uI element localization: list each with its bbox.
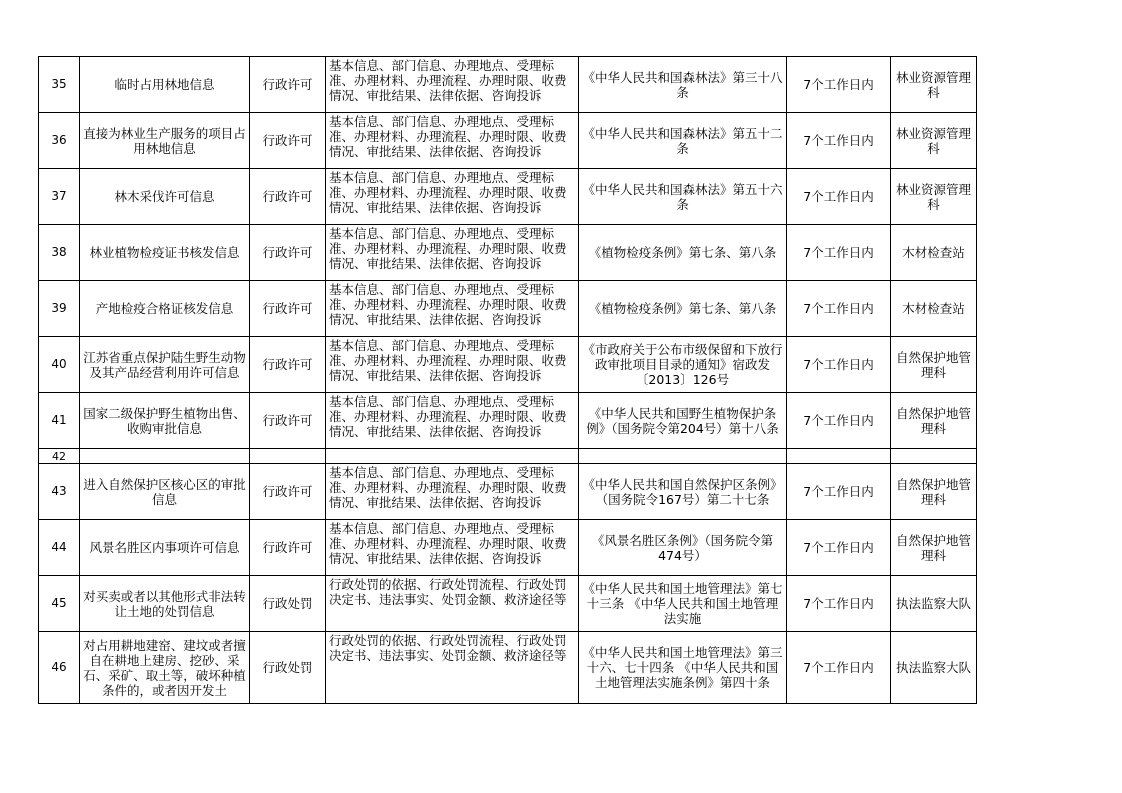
disclosed-content-cell bbox=[326, 393, 579, 449]
legal-basis-cell bbox=[579, 225, 787, 281]
category: 行政许可 bbox=[262, 413, 313, 428]
time-limit-cell bbox=[787, 576, 891, 632]
row-number-cell bbox=[39, 225, 80, 281]
disclosed-content: 基本信息、部门信息、办理地点、受理标准、办理材料、办理流程、办理时限、收费情况、审批结果、法律依据、咨询投诉 bbox=[329, 114, 567, 159]
category-cell bbox=[250, 169, 326, 225]
row-number: 37 bbox=[51, 189, 67, 203]
disclosed-content-cell bbox=[326, 520, 579, 576]
disclosed-content-cell bbox=[326, 632, 579, 704]
category-cell bbox=[250, 520, 326, 576]
time-limit: 7个工作日内 bbox=[803, 133, 874, 148]
responsible-department: 执法监察大队 bbox=[895, 660, 971, 675]
responsible-department: 执法监察大队 bbox=[895, 596, 971, 611]
responsible-department-cell bbox=[891, 169, 977, 225]
legal-basis: 《植物检疫条例》第七条、第八条 bbox=[588, 245, 777, 260]
item-name: 直接为林业生产服务的项目占用林地信息 bbox=[83, 125, 246, 156]
disclosed-content-cell bbox=[326, 464, 579, 520]
category-cell bbox=[250, 449, 326, 464]
table-row bbox=[39, 337, 977, 393]
category-cell bbox=[250, 113, 326, 169]
row-number-cell bbox=[39, 169, 80, 225]
row-number-cell bbox=[39, 393, 80, 449]
row-number: 35 bbox=[51, 77, 67, 91]
legal-basis-cell bbox=[579, 57, 787, 113]
item-name: 进入自然保护区核心区的审批信息 bbox=[83, 476, 246, 507]
disclosed-content-cell bbox=[326, 113, 579, 169]
records-table bbox=[38, 56, 977, 704]
item-name: 风景名胜区内事项许可信息 bbox=[89, 540, 240, 555]
table-body bbox=[39, 57, 977, 704]
disclosed-content-cell bbox=[326, 576, 579, 632]
time-limit-cell bbox=[787, 225, 891, 281]
row-number-cell bbox=[39, 113, 80, 169]
responsible-department-cell bbox=[891, 113, 977, 169]
row-number: 41 bbox=[51, 413, 67, 427]
disclosed-content: 基本信息、部门信息、办理地点、受理标准、办理材料、办理流程、办理时限、收费情况、审批结果、法律依据、咨询投诉 bbox=[329, 338, 567, 383]
row-number-cell bbox=[39, 449, 80, 464]
legal-basis: 《中华人民共和国森林法》第三十八条 bbox=[582, 69, 783, 100]
disclosed-content: 基本信息、部门信息、办理地点、受理标准、办理材料、办理流程、办理时限、收费情况、审批结果、法律依据、咨询投诉 bbox=[329, 465, 567, 510]
row-number-cell bbox=[39, 576, 80, 632]
time-limit: 7个工作日内 bbox=[803, 596, 874, 611]
disclosed-content: 行政处罚的依据、行政处罚流程、行政处罚决定书、违法事实、处罚金额、救济途径等 bbox=[329, 577, 567, 607]
time-limit: 7个工作日内 bbox=[803, 660, 874, 675]
time-limit-cell bbox=[787, 464, 891, 520]
time-limit: 7个工作日内 bbox=[803, 413, 874, 428]
category: 行政处罚 bbox=[262, 660, 313, 675]
responsible-department-cell bbox=[891, 337, 977, 393]
item-name-cell bbox=[80, 225, 250, 281]
responsible-department-cell bbox=[891, 632, 977, 704]
time-limit: 7个工作日内 bbox=[803, 540, 874, 555]
responsible-department-cell bbox=[891, 449, 977, 464]
legal-basis: 《中华人民共和国森林法》第五十二条 bbox=[582, 125, 783, 156]
item-name-cell bbox=[80, 113, 250, 169]
legal-basis: 《中华人民共和国野生植物保护条例》（国务院令第204号）第十八条 bbox=[586, 405, 779, 436]
disclosed-content-cell bbox=[326, 169, 579, 225]
table-row bbox=[39, 281, 977, 337]
disclosed-content: 行政处罚的依据、行政处罚流程、行政处罚决定书、违法事实、处罚金额、救济途径等 bbox=[329, 633, 567, 663]
responsible-department-cell bbox=[891, 281, 977, 337]
item-name: 林木采伐许可信息 bbox=[114, 189, 215, 204]
category: 行政许可 bbox=[262, 540, 313, 555]
item-name-cell bbox=[80, 281, 250, 337]
legal-basis: 《市政府关于公布市级保留和下放行政审批项目目录的通知》宿政发〔2013〕126号 bbox=[582, 342, 783, 387]
time-limit-cell bbox=[787, 113, 891, 169]
category: 行政许可 bbox=[262, 245, 313, 260]
responsible-department-cell bbox=[891, 393, 977, 449]
legal-basis-cell bbox=[579, 337, 787, 393]
responsible-department: 木材检查站 bbox=[902, 301, 965, 316]
row-number-cell bbox=[39, 57, 80, 113]
row-number: 45 bbox=[51, 596, 67, 610]
table-row bbox=[39, 169, 977, 225]
time-limit-cell bbox=[787, 520, 891, 576]
row-number: 43 bbox=[51, 484, 67, 498]
legal-basis: 《中华人民共和国自然保护区条例》（国务院令167号）第二十七条 bbox=[582, 476, 783, 507]
disclosed-content-cell bbox=[326, 337, 579, 393]
legal-basis-cell bbox=[579, 393, 787, 449]
item-name: 产地检疫合格证核发信息 bbox=[95, 301, 234, 316]
item-name: 江苏省重点保护陆生野生动物及其产品经营利用许可信息 bbox=[83, 349, 246, 380]
legal-basis-cell bbox=[579, 576, 787, 632]
responsible-department: 林业资源管理科 bbox=[895, 181, 971, 212]
table-row bbox=[39, 113, 977, 169]
category-cell bbox=[250, 281, 326, 337]
item-name-cell bbox=[80, 169, 250, 225]
responsible-department-cell bbox=[891, 57, 977, 113]
table-row bbox=[39, 449, 977, 464]
category: 行政许可 bbox=[262, 357, 313, 372]
time-limit: 7个工作日内 bbox=[803, 77, 874, 92]
category: 行政许可 bbox=[262, 189, 313, 204]
legal-basis-cell bbox=[579, 449, 787, 464]
disclosed-content-cell bbox=[326, 57, 579, 113]
category: 行政许可 bbox=[262, 301, 313, 316]
legal-basis-cell bbox=[579, 520, 787, 576]
disclosed-content-cell bbox=[326, 225, 579, 281]
legal-basis-cell bbox=[579, 113, 787, 169]
row-number: 39 bbox=[51, 301, 67, 315]
table-row bbox=[39, 225, 977, 281]
time-limit-cell bbox=[787, 169, 891, 225]
legal-basis-cell bbox=[579, 464, 787, 520]
time-limit: 7个工作日内 bbox=[803, 189, 874, 204]
time-limit-cell bbox=[787, 449, 891, 464]
disclosed-content: 基本信息、部门信息、办理地点、受理标准、办理材料、办理流程、办理时限、收费情况、审批结果、法律依据、咨询投诉 bbox=[329, 394, 567, 439]
item-name: 国家二级保护野生植物出售、收购审批信息 bbox=[83, 405, 246, 436]
legal-basis-cell bbox=[579, 169, 787, 225]
row-number-cell bbox=[39, 464, 80, 520]
category: 行政许可 bbox=[262, 77, 313, 92]
row-number: 40 bbox=[51, 357, 67, 371]
row-number: 46 bbox=[51, 660, 67, 674]
row-number-cell bbox=[39, 281, 80, 337]
category-cell bbox=[250, 337, 326, 393]
responsible-department-cell bbox=[891, 225, 977, 281]
category-cell bbox=[250, 576, 326, 632]
category-cell bbox=[250, 464, 326, 520]
responsible-department: 自然保护地管理科 bbox=[895, 349, 971, 380]
row-number-cell bbox=[39, 337, 80, 393]
disclosed-content: 基本信息、部门信息、办理地点、受理标准、办理材料、办理流程、办理时限、收费情况、审批结果、法律依据、咨询投诉 bbox=[329, 226, 567, 271]
table-row bbox=[39, 57, 977, 113]
legal-basis: 《中华人民共和国土地管理法》第三十六、七十四条 《中华人民共和国土地管理法实施条例》第四十条 bbox=[582, 645, 783, 690]
row-number-cell bbox=[39, 632, 80, 704]
category-cell bbox=[250, 225, 326, 281]
time-limit-cell bbox=[787, 281, 891, 337]
item-name: 临时占用林地信息 bbox=[114, 77, 215, 92]
time-limit-cell bbox=[787, 57, 891, 113]
item-name: 对买卖或者以其他形式非法转让土地的处罚信息 bbox=[83, 588, 246, 619]
legal-basis: 《风景名胜区条例》（国务院令第474号） bbox=[591, 532, 774, 563]
responsible-department: 自然保护地管理科 bbox=[895, 476, 971, 507]
category: 行政许可 bbox=[262, 484, 313, 499]
item-name-cell bbox=[80, 449, 250, 464]
responsible-department-cell bbox=[891, 576, 977, 632]
disclosed-content: 基本信息、部门信息、办理地点、受理标准、办理材料、办理流程、办理时限、收费情况、审批结果、法律依据、咨询投诉 bbox=[329, 282, 567, 327]
table-row bbox=[39, 576, 977, 632]
legal-basis: 《中华人民共和国森林法》第五十六条 bbox=[582, 181, 783, 212]
time-limit: 7个工作日内 bbox=[803, 245, 874, 260]
responsible-department: 林业资源管理科 bbox=[895, 125, 971, 156]
row-number: 42 bbox=[52, 449, 66, 463]
category-cell bbox=[250, 632, 326, 704]
item-name: 林业植物检疫证书核发信息 bbox=[89, 245, 240, 260]
category-cell bbox=[250, 393, 326, 449]
category-cell bbox=[250, 57, 326, 113]
row-number: 44 bbox=[51, 540, 67, 554]
legal-basis-cell bbox=[579, 632, 787, 704]
row-number: 38 bbox=[51, 245, 67, 259]
item-name-cell bbox=[80, 464, 250, 520]
time-limit-cell bbox=[787, 632, 891, 704]
item-name-cell bbox=[80, 337, 250, 393]
responsible-department: 林业资源管理科 bbox=[895, 69, 971, 100]
table-row bbox=[39, 632, 977, 704]
disclosed-content-cell bbox=[326, 449, 579, 464]
responsible-department: 自然保护地管理科 bbox=[895, 405, 971, 436]
row-number: 36 bbox=[51, 133, 67, 147]
item-name-cell bbox=[80, 57, 250, 113]
category: 行政处罚 bbox=[262, 596, 313, 611]
item-name-cell bbox=[80, 520, 250, 576]
table-row bbox=[39, 393, 977, 449]
item-name: 对占用耕地建窑、建坟或者擅自在耕地上建房、挖砂、采石、采矿、取土等，破坏种植条件的，或者因开发土 bbox=[83, 637, 246, 698]
legal-basis: 《植物检疫条例》第七条、第八条 bbox=[588, 301, 777, 316]
category: 行政许可 bbox=[262, 133, 313, 148]
disclosed-content-cell bbox=[326, 281, 579, 337]
responsible-department-cell bbox=[891, 520, 977, 576]
responsible-department-cell bbox=[891, 464, 977, 520]
responsible-department: 自然保护地管理科 bbox=[895, 532, 971, 563]
disclosed-content: 基本信息、部门信息、办理地点、受理标准、办理材料、办理流程、办理时限、收费情况、审批结果、法律依据、咨询投诉 bbox=[329, 521, 567, 566]
responsible-department: 木材检查站 bbox=[902, 245, 965, 260]
item-name-cell bbox=[80, 393, 250, 449]
item-name-cell bbox=[80, 632, 250, 704]
table-row bbox=[39, 520, 977, 576]
disclosed-content: 基本信息、部门信息、办理地点、受理标准、办理材料、办理流程、办理时限、收费情况、审批结果、法律依据、咨询投诉 bbox=[329, 58, 567, 103]
time-limit: 7个工作日内 bbox=[803, 484, 874, 499]
row-number-cell bbox=[39, 520, 80, 576]
disclosed-content: 基本信息、部门信息、办理地点、受理标准、办理材料、办理流程、办理时限、收费情况、审批结果、法律依据、咨询投诉 bbox=[329, 170, 567, 215]
time-limit-cell bbox=[787, 393, 891, 449]
time-limit-cell bbox=[787, 337, 891, 393]
time-limit: 7个工作日内 bbox=[803, 357, 874, 372]
item-name-cell bbox=[80, 576, 250, 632]
table-row bbox=[39, 464, 977, 520]
legal-basis-cell bbox=[579, 281, 787, 337]
time-limit: 7个工作日内 bbox=[803, 301, 874, 316]
legal-basis: 《中华人民共和国土地管理法》第七十三条 《中华人民共和国土地管理法实施 bbox=[582, 581, 783, 626]
